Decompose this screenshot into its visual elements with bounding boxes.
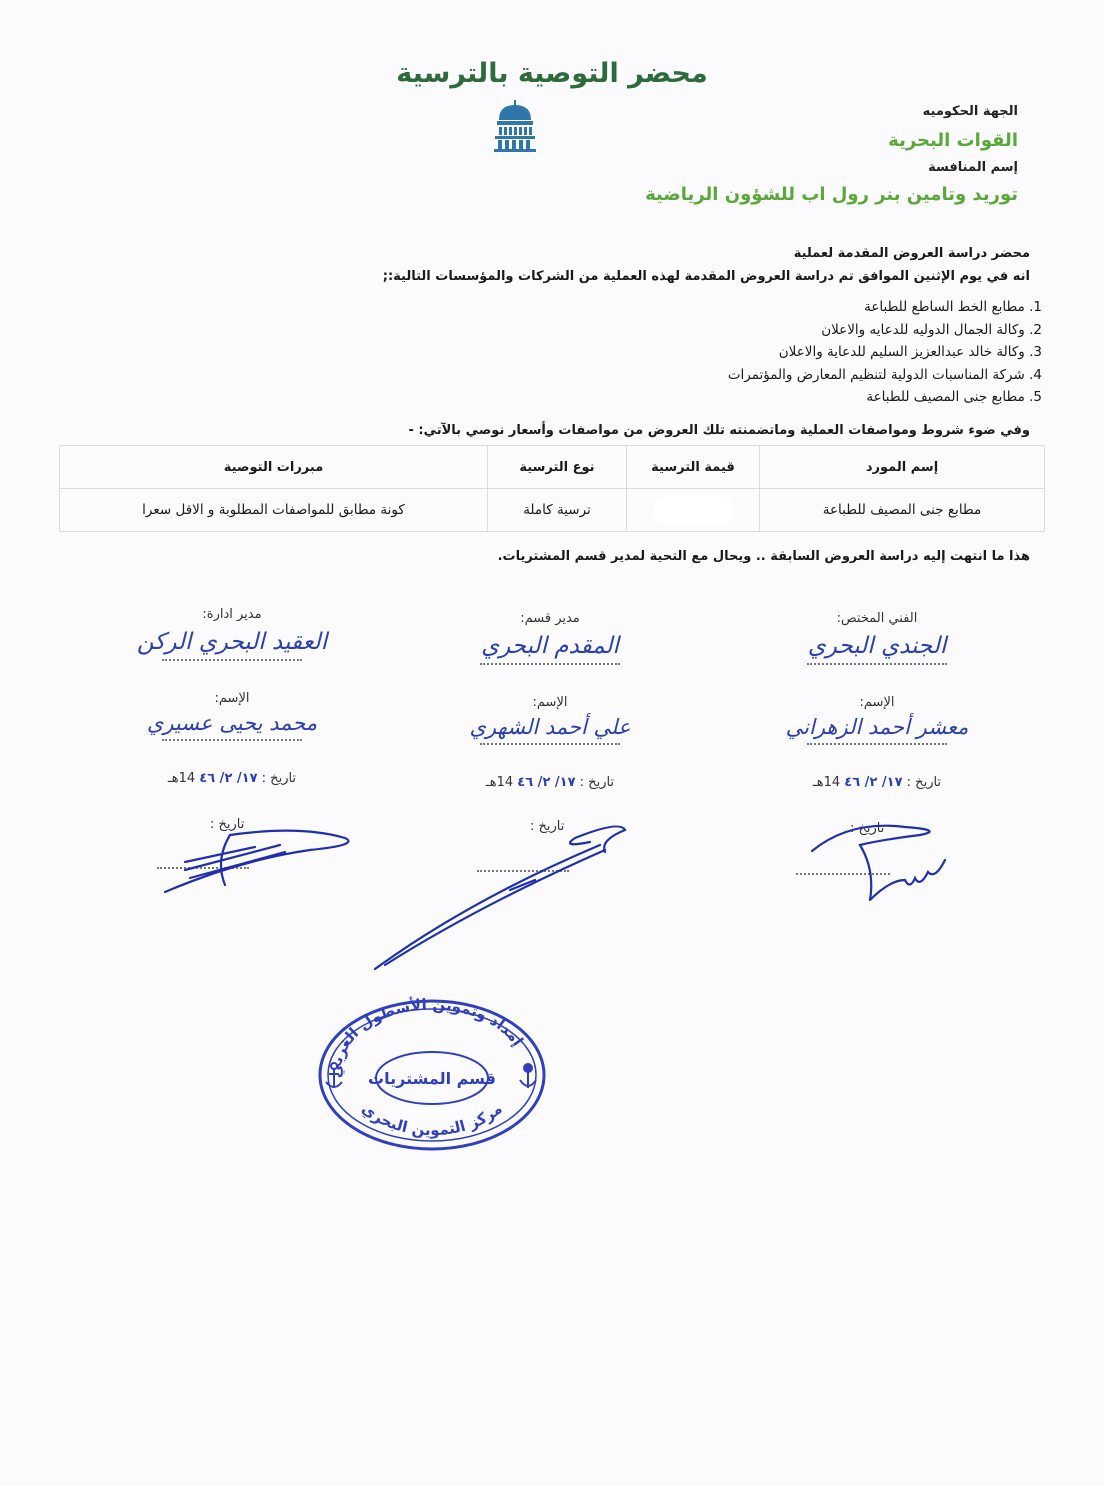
offer-name: مطابع جنى المصيف للطباعة	[866, 389, 1025, 405]
signature-date-label: تاريخ :	[530, 819, 565, 834]
official-stamp	[316, 996, 548, 1154]
handwritten-name: معشر أحمد الزهراني	[785, 715, 969, 739]
government-building-icon	[493, 100, 537, 152]
date-value: ١٧/ ٢/ ٤٦	[517, 775, 576, 790]
dotted-line	[477, 870, 569, 872]
offer-item	[728, 386, 1042, 409]
dotted-line	[807, 743, 947, 745]
dotted-line	[480, 663, 620, 665]
date-label: تاريخ :	[261, 771, 297, 786]
document-title: محضر التوصية بالترسية	[396, 58, 708, 89]
dotted-line	[157, 867, 249, 869]
handwritten-name: محمد يحيى عسيري	[146, 711, 318, 735]
minutes-title: محضر دراسة العروض المقدمة لعملية	[793, 246, 1030, 261]
signatory-role: مدير ادارة:	[202, 607, 262, 622]
svg-text:إمداد وتموين الأسطول الغربي	[327, 996, 527, 1078]
signatory-role: مدير قسم:	[520, 611, 580, 626]
date-field	[430, 775, 670, 790]
table-header-row	[60, 446, 1045, 489]
stamp-bottom-text: مركز التموين البحري	[358, 1099, 506, 1140]
date-suffix: 14هـ	[812, 775, 841, 790]
date-label: تاريخ :	[906, 775, 942, 790]
gov-entity-label: الجهة الحكوميه	[922, 104, 1018, 119]
signature-block-technician	[757, 611, 997, 801]
offer-number: 2.	[1029, 321, 1042, 338]
signature-block-department-manager	[112, 607, 352, 797]
handwritten-rank: المقدم البحري	[481, 633, 619, 659]
competition-label: إسم المنافسة	[928, 160, 1018, 175]
header-justification: مبررات التوصية	[60, 446, 488, 489]
dotted-line	[480, 743, 620, 745]
offer-name: وكالة الجمال الدوليه للدعايه والاعلان	[821, 321, 1025, 338]
redaction-mark	[653, 495, 733, 525]
signatory-role: الفني المختص:	[836, 611, 918, 626]
date-suffix: 14هـ	[167, 771, 196, 786]
signature-technician	[812, 826, 945, 900]
gov-entity-value: القوات البحرية	[888, 130, 1018, 151]
header-award-type: نوع الترسية	[488, 446, 627, 489]
offer-number: 3.	[1029, 344, 1042, 360]
stamp-top-text: إمداد وتموين الأسطول الغربي	[326, 996, 527, 1079]
signature-date-label: تاريخ :	[850, 821, 885, 836]
signature-block-section-manager	[430, 611, 670, 801]
palm-swords-emblem-icon	[520, 1064, 536, 1088]
name-label: الإسم:	[214, 691, 250, 706]
date-value: ١٧/ ٢/ ٤٦	[844, 775, 903, 790]
table-row	[60, 489, 1045, 532]
award-table	[59, 445, 1045, 532]
offer-item	[728, 341, 1042, 364]
date-label: تاريخ :	[579, 775, 615, 790]
handwritten-name: علي أحمد الشهري	[469, 715, 631, 739]
offer-item	[728, 296, 1042, 319]
offer-name: شركة المناسبات الدولية لتنظيم المعارض والمؤتمرات	[727, 366, 1025, 383]
date-suffix: 14هـ	[485, 775, 514, 790]
cell-supplier: مطابع جنى المصيف للطباعة	[760, 489, 1045, 532]
cell-award-value	[627, 489, 760, 532]
date-field	[112, 771, 352, 786]
handwritten-rank: الجندي البحري	[807, 633, 947, 659]
dotted-line	[162, 659, 302, 661]
offer-item	[728, 319, 1042, 342]
offers-list	[728, 296, 1042, 409]
recommendation-intro: وفي ضوء شروط ومواصفات العملية وماتضمنته تلك العروض من مواصفات وأسعار نوصي بالآتي: -	[408, 423, 1030, 438]
name-label: الإسم:	[532, 695, 568, 710]
dotted-line	[162, 739, 302, 741]
name-label: الإسم:	[859, 695, 895, 710]
dotted-line	[807, 663, 947, 665]
offer-number: 5.	[1029, 389, 1042, 405]
date-field	[757, 775, 997, 790]
stamp-inner-text: قسم المشتريات	[368, 1069, 496, 1088]
offer-name: مطابع الخط الساطع للطباعة	[864, 299, 1025, 315]
header-supplier: إسم المورد	[760, 446, 1045, 489]
offer-number: 4.	[1029, 366, 1042, 383]
offer-item	[728, 364, 1042, 387]
competition-value: توريد وتامين بنر رول اب للشؤون الرياضية	[645, 184, 1018, 205]
intro-text: انه في يوم الإثنين الموافق تم دراسة العروض المقدمة لهذه العملية من الشركات والمؤسسات التالية:;	[382, 269, 1030, 284]
signature-date-label: تاريخ :	[210, 817, 245, 832]
offer-name: وكالة خالد عبدالعزيز السليم للدعاية والاعلان	[778, 344, 1025, 360]
cell-justification: كونة مطابق للمواصفات المطلوبة و الاقل سعرا	[60, 489, 488, 532]
closing-text: هذا ما انتهت إليه دراسة العروض السابقة .. ويحال مع التحية لمدير قسم المشتريات.	[497, 549, 1030, 564]
signature-section-manager	[375, 826, 625, 969]
cell-award-type: ترسية كاملة	[488, 489, 627, 532]
signature-department-manager	[165, 831, 348, 892]
handwritten-rank: العقيد البحري الركن	[136, 629, 328, 655]
dotted-line	[796, 873, 890, 875]
date-value: ١٧/ ٢/ ٤٦	[199, 771, 258, 786]
offer-number: 1.	[1029, 299, 1042, 315]
header-award-value: قيمة الترسية	[627, 446, 760, 489]
